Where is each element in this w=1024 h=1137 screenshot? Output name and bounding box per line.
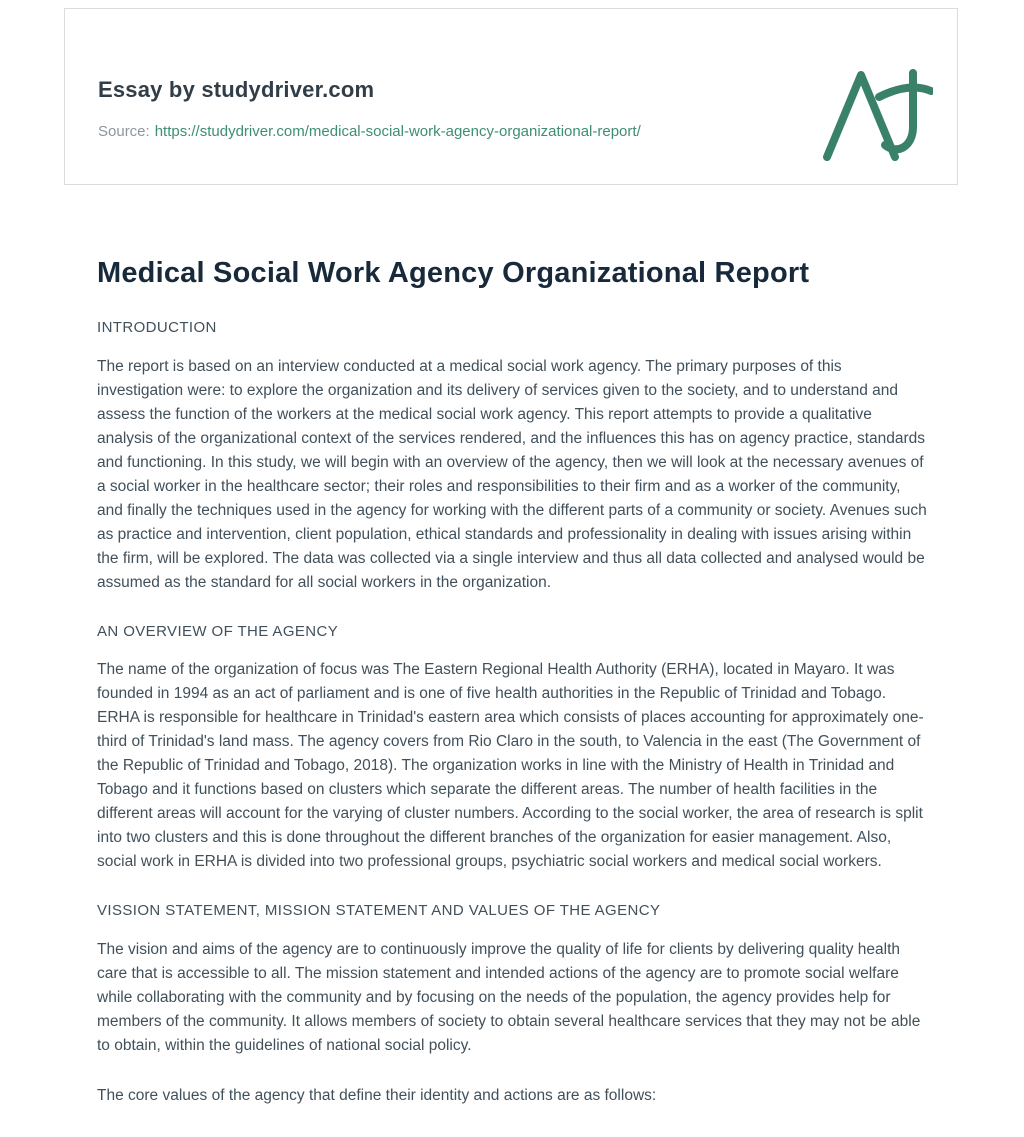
- studydriver-logo-icon: [821, 65, 933, 165]
- document-content: [97, 256, 930, 1108]
- header-box: [64, 8, 958, 185]
- section-heading-vision-mission-values: VISSION STATEMENT, MISSION STATEMENT AND VALUES OF THE AGENCY: [97, 902, 661, 920]
- source-url-link[interactable]: https://studydriver.com/medical-social-work-agency-organizational-report/: [154, 123, 641, 140]
- section-body-introduction: The report is based on an interview conducted at a medical social work agency. The primary purposes of this investigation were: to explore the organization and its delivery of services given to the society, and to understand and assess the function of the workers at the medical social work agency. This report attempts to provide a qualitative analysis of the organizational context of the services rendered, and the influences this has on agency practice, standards and functioning. In this study, we will begin with an overview of the agency, then we will look at the necessary avenues of a social worker in the healthcare sector; their roles and responsibilities to their firm and as a worker of the community, and finally the techniques used in the agency for working with the different parts of a community or society. Avenues such as practice and intervention, client population, ethical standards and professionality in dealing with issues arising within the firm, will be explored. The data was collected via a single interview and thus all data collected and analysed would be assumed as the standard for all social workers in the organization.: [97, 357, 927, 591]
- section-body-vision-mission-values: The vision and aims of the agency are to continuously improve the quality of life for clients by delivering quality health care that is accessible to all. The mission statement and intended actions of the agency are to promote social welfare while collaborating with the community and by focusing on the needs of the population, the agency provides help for members of the community. It allows members of society to obtain several healthcare services that they may not be able to obtain, within the guidelines of national social policy.: [97, 941, 921, 1055]
- document-title: Medical Social Work Agency Organizational Report: [97, 257, 810, 289]
- closing-line: The core values of the agency that define their identity and actions are as follows:: [97, 1087, 657, 1105]
- section-heading-introduction: INTRODUCTION: [97, 318, 217, 336]
- section-body-overview: The name of the organization of focus was The Eastern Regional Health Authority (ERHA), located in Mayaro. It was founded in 1994 as an act of parliament and is one of five health authorities in the Republic of Trinidad and Tobago. ERHA is responsible for healthcare in Trinidad's eastern area which consists of places accounting for approximately one-third of Trinidad's land mass. The agency covers from Rio Claro in the south, to Valencia in the east (The Government of the Republic of Trinidad and Tobago, 2018). The organization works in line with the Ministry of Health in Trinidad and Tobago and it functions based on clusters which separate the different areas. The number of health facilities in the different areas will account for the varying of cluster numbers. According to the social worker, the area of research is split into two clusters and this is done throughout the different branches of the organization for easier management. Also, social work in ERHA is divided into two professional groups, psychiatric social workers and medical social workers.: [97, 661, 924, 871]
- header-title: Essay by studydriver.com: [98, 77, 375, 102]
- section-heading-overview: AN OVERVIEW OF THE AGENCY: [97, 622, 339, 640]
- source-label: Source:: [98, 123, 150, 140]
- source-line: [98, 123, 641, 140]
